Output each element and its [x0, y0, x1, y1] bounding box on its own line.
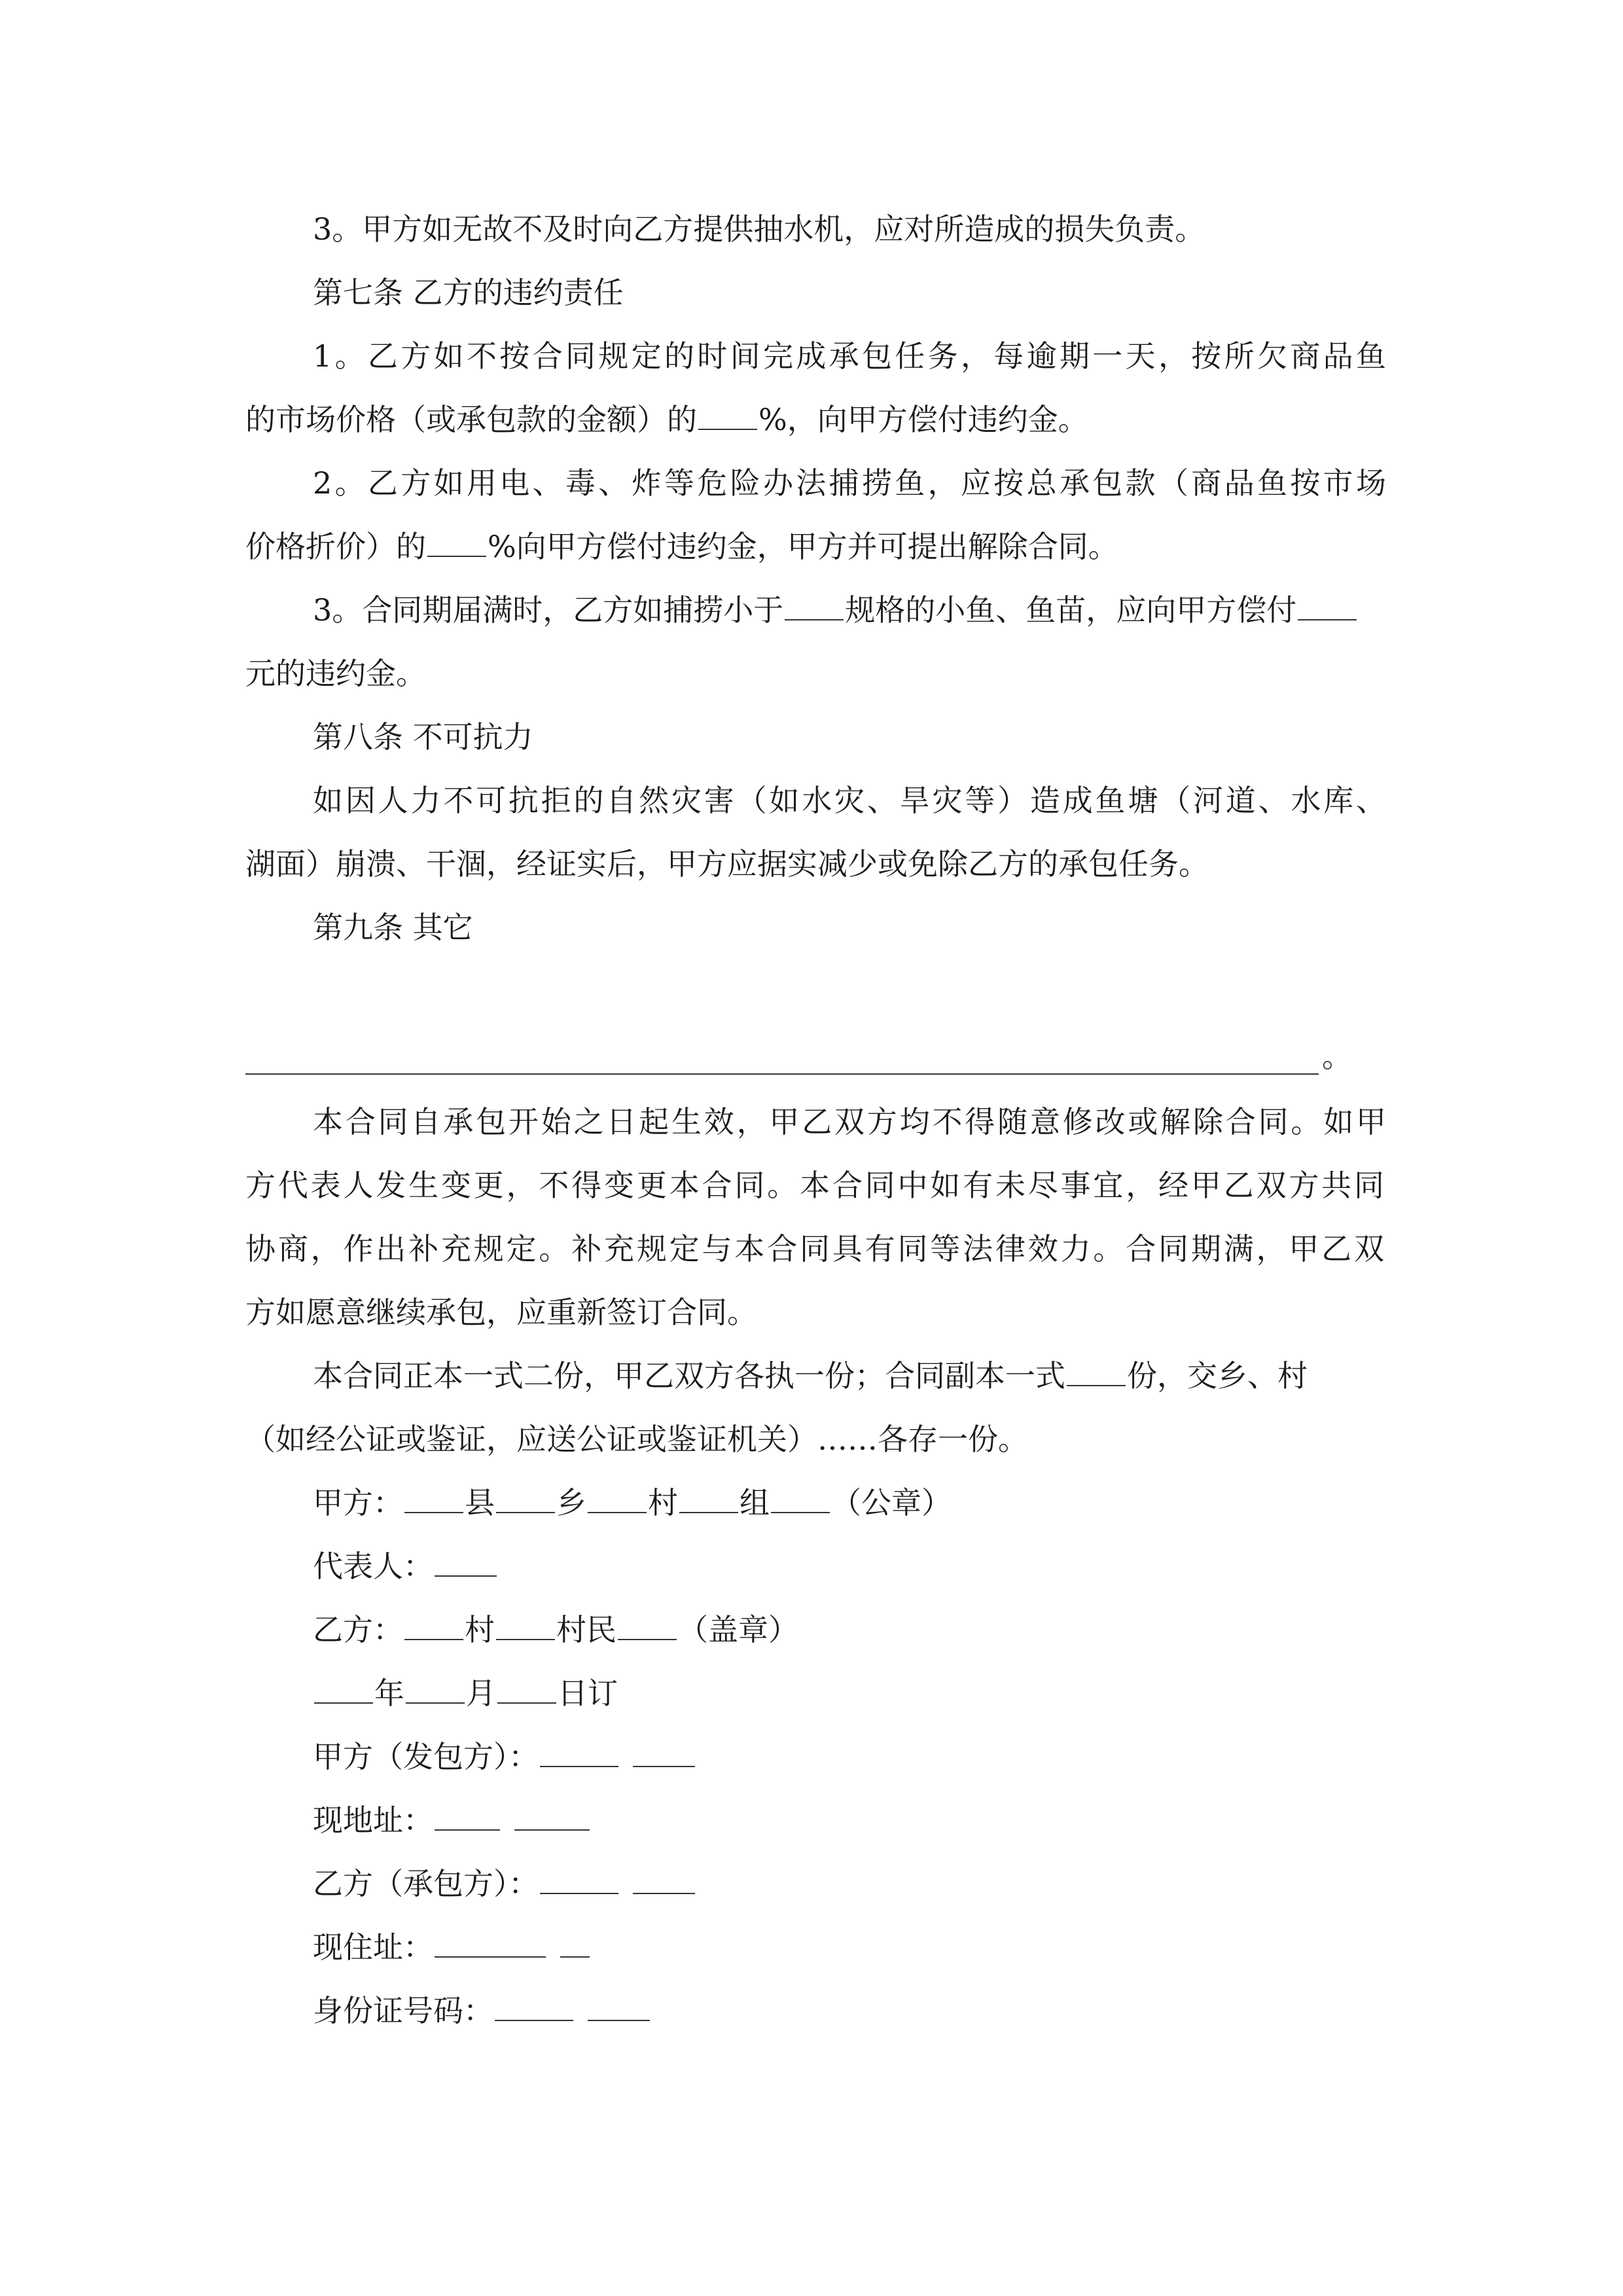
- contractor-party-a: [313, 1725, 1386, 1789]
- effect-para-line2: 方代表人发生变更，不得变更本合同。本合同中如有未尽事宜，经甲乙双方共同: [245, 1168, 1384, 1203]
- fill-blank[interactable]: [435, 1930, 546, 1958]
- representative: [313, 1534, 1386, 1598]
- article-9-end-mark: 。: [1322, 1039, 1352, 1074]
- fill-blank[interactable]: [427, 529, 486, 557]
- label: 身份证号码：: [313, 1993, 493, 2028]
- label: 村民: [556, 1612, 616, 1647]
- label: 乡: [556, 1485, 586, 1520]
- party-b-signature: [313, 1598, 1386, 1662]
- effect-para-line4: 方如愿意继续承包，应重新签订合同。: [245, 1295, 757, 1330]
- clause-7-item-2-line2: [245, 514, 1384, 579]
- text-segment: 规格的小鱼、鱼苗，应向甲方偿付: [845, 592, 1297, 628]
- clause-7-item-1-line2: [245, 387, 1384, 452]
- address-b: [313, 1915, 1386, 1979]
- fill-blank[interactable]: [588, 1994, 650, 2021]
- article-8-heading: 第八条 不可抗力: [313, 719, 533, 755]
- label: 村: [648, 1485, 678, 1520]
- article-7-heading: 第七条 乙方的违约责任: [313, 275, 624, 310]
- fill-blank[interactable]: [435, 1549, 497, 1577]
- fill-blank[interactable]: [540, 1867, 618, 1894]
- fill-blank[interactable]: [679, 1486, 738, 1513]
- text-segment: %向甲方偿付违约金，甲方并可提出解除合同。: [488, 529, 1118, 564]
- label: 甲方（发包方）：: [313, 1739, 539, 1774]
- clause-7-item-3-line2: 元的违约金。: [245, 656, 426, 691]
- text-segment: 价格折价）的: [245, 529, 426, 564]
- effect-para-line3: 协商，作出补充规定。补充规定与本合同具有同等法律效力。合同期满，甲乙双: [245, 1231, 1384, 1266]
- fill-blank[interactable]: [406, 1676, 465, 1704]
- fill-blank[interactable]: [514, 1803, 590, 1831]
- label: 现地址：: [313, 1803, 433, 1838]
- label: 村: [465, 1612, 495, 1647]
- label: 县: [465, 1485, 495, 1520]
- article-8-text-line1: 如因人力不可抗拒的自然灾害（如水灾、旱灾等）造成鱼塘（河道、水库、: [313, 783, 1386, 818]
- clause-6-item-3: 3。甲方如无故不及时向乙方提供抽水机，应对所造成的损失负责。: [313, 211, 1205, 247]
- label: 乙方：: [313, 1612, 403, 1647]
- clause-7-item-3-line1: [313, 578, 1386, 642]
- fill-blank[interactable]: [771, 1486, 830, 1513]
- label: （盖章）: [678, 1612, 798, 1647]
- fill-blank[interactable]: [633, 1740, 695, 1767]
- fill-blank[interactable]: [495, 1994, 573, 2021]
- fill-blank[interactable]: [1298, 593, 1357, 620]
- fill-blank[interactable]: [618, 1613, 677, 1640]
- fill-blank[interactable]: [785, 593, 844, 620]
- fill-blank[interactable]: [497, 1676, 556, 1704]
- contractor-party-b: [313, 1852, 1386, 1916]
- label: 乙方（承包方）：: [313, 1866, 539, 1901]
- fill-blank[interactable]: [435, 1803, 500, 1831]
- label: 代表人：: [313, 1549, 433, 1584]
- label: 组: [740, 1485, 770, 1520]
- id-number: [313, 1979, 1386, 2043]
- party-a-signature: [313, 1471, 1386, 1535]
- label: 日订: [558, 1676, 618, 1711]
- copies-para-line1: [313, 1344, 1386, 1408]
- text-segment: %，向甲方偿付违约金。: [758, 402, 1088, 437]
- sign-date: [313, 1661, 1386, 1725]
- fill-blank[interactable]: [588, 1486, 647, 1513]
- fill-blank[interactable]: [404, 1613, 463, 1640]
- label: 月: [466, 1676, 496, 1711]
- article-9-heading: 第九条 其它: [313, 910, 473, 945]
- label: 年: [374, 1676, 404, 1711]
- article-9-fill-line[interactable]: [245, 1073, 1319, 1075]
- text-segment: 份，交乡、村: [1127, 1358, 1308, 1393]
- text-segment: 3。合同期届满时，乙方如捕捞小于: [313, 592, 784, 628]
- label: 现住址：: [313, 1929, 433, 1965]
- clause-7-item-1-line1: 1。乙方如不按合同规定的时间完成承包任务，每逾期一天，按所欠商品鱼: [313, 338, 1386, 374]
- fill-blank[interactable]: [633, 1867, 695, 1894]
- fill-blank[interactable]: [540, 1740, 618, 1767]
- label: 甲方：: [313, 1485, 403, 1520]
- article-8-text-line2: 湖面）崩溃、干涸，经证实后，甲方应据实减少或免除乙方的承包任务。: [245, 846, 1209, 882]
- label: （公章）: [831, 1485, 952, 1520]
- fill-blank[interactable]: [496, 1613, 555, 1640]
- address-a: [313, 1788, 1386, 1852]
- effect-para-line1: 本合同自承包开始之日起生效，甲乙双方均不得随意修改或解除合同。如甲: [313, 1104, 1386, 1139]
- clause-7-item-2-line1: 2。乙方如用电、毒、炸等危险办法捕捞鱼，应按总承包款（商品鱼按市场: [313, 465, 1386, 501]
- fill-blank[interactable]: [496, 1486, 555, 1513]
- text-segment: 本合同正本一式二份，甲乙双方各执一份；合同副本一式: [313, 1358, 1065, 1393]
- text-segment: 的市场价格（或承包款的金额）的: [245, 402, 697, 437]
- fill-blank[interactable]: [404, 1486, 463, 1513]
- fill-blank[interactable]: [1067, 1359, 1126, 1386]
- copies-para-line2: （如经公证或鉴证，应送公证或鉴证机关）……各存一份。: [245, 1422, 1028, 1457]
- fill-blank[interactable]: [314, 1676, 373, 1704]
- fill-blank[interactable]: [560, 1930, 590, 1958]
- fill-blank[interactable]: [698, 403, 757, 430]
